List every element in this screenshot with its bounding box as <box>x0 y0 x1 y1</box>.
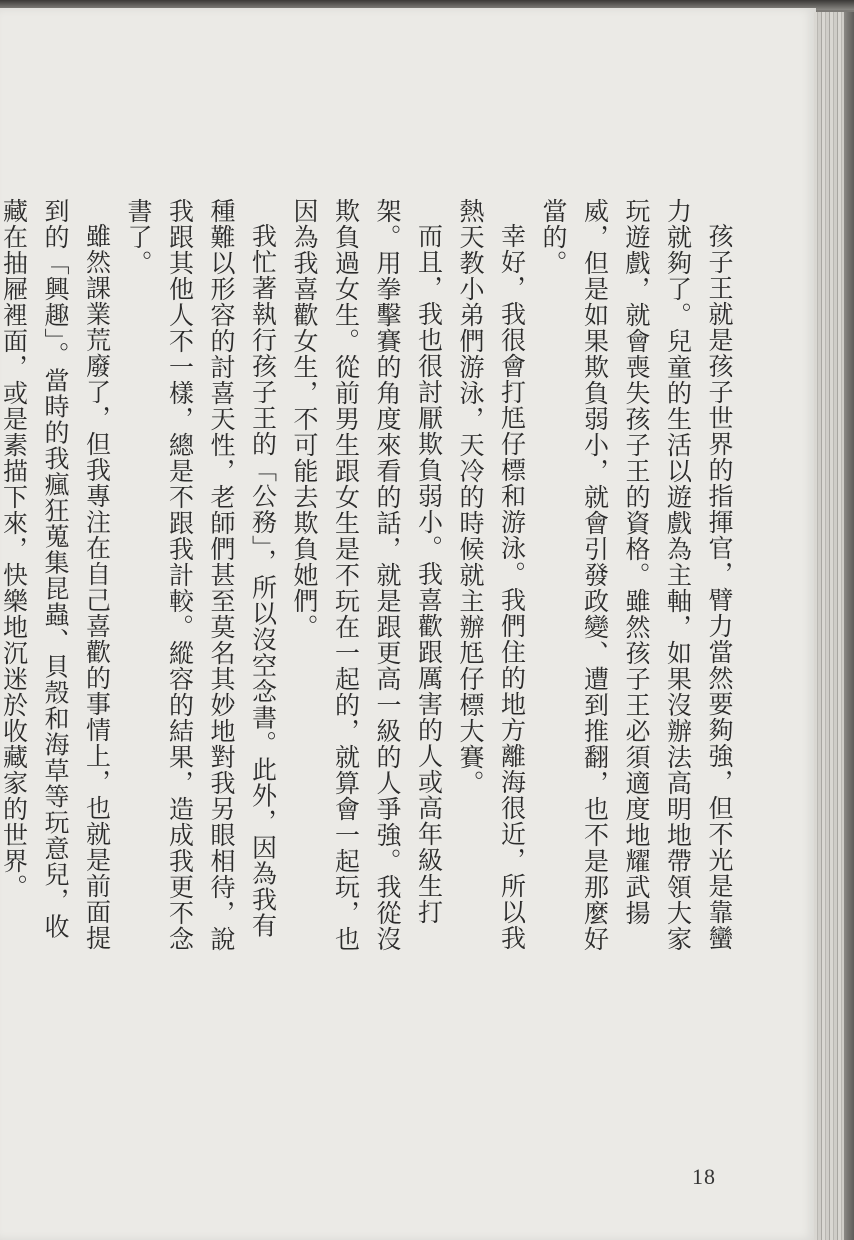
paragraph-3: 而且，我也很討厭欺負弱小。我喜歡跟厲害的人或高年級生打架。用拳擊賽的角度來看的話，就是跟更高一級的人爭強。我從沒欺負過女生。從前男生跟女生是不玩在一起的，就算會一起玩，也因為我喜歡女生，不可能去欺負她們。 <box>290 198 444 952</box>
paragraph-5: 雖然課業荒廢了，但我專注在自己喜歡的事情上，也就是前面提到的「興趣」。當時的我瘋狂蒐集昆蟲、貝殼和海草等玩意兒，收藏在抽屜裡面，或是素描下來，快樂地沉迷於收藏家的世界。 <box>0 198 112 951</box>
paragraph-1: 孩子王就是孩子世界的指揮官，臂力當然要夠強，但不光是靠蠻力就夠了。兒童的生活以遊戲為主軸，如果沒辦法高明地帶領大家玩遊戲，就會喪失孩子王的資格。雖然孩子王必須適度地耀武揚威，但是如果欺負弱小，就會引發政變、遭到推翻，也不是那麼好當的。 <box>539 198 734 952</box>
vertical-text-body <box>0 198 740 958</box>
page-stack-edges <box>814 12 854 1240</box>
page-number: 18 <box>692 1164 716 1189</box>
book-page <box>0 8 816 1240</box>
paragraph-2: 幸好，我很會打尪仔標和游泳。我們住的地方離海很近，所以我熱天教小弟們游泳，天冷的時候就主辦尪仔標大賽。 <box>456 198 527 951</box>
paragraph-4: 我忙著執行孩子王的「公務」，所以沒空念書。此外，因為我有種難以形容的討喜天性，老師們甚至莫名其妙地對我另眼相待，說我跟其他人不一樣，總是不跟我計較。縱容的結果，造成我更不念書了。 <box>124 198 278 952</box>
